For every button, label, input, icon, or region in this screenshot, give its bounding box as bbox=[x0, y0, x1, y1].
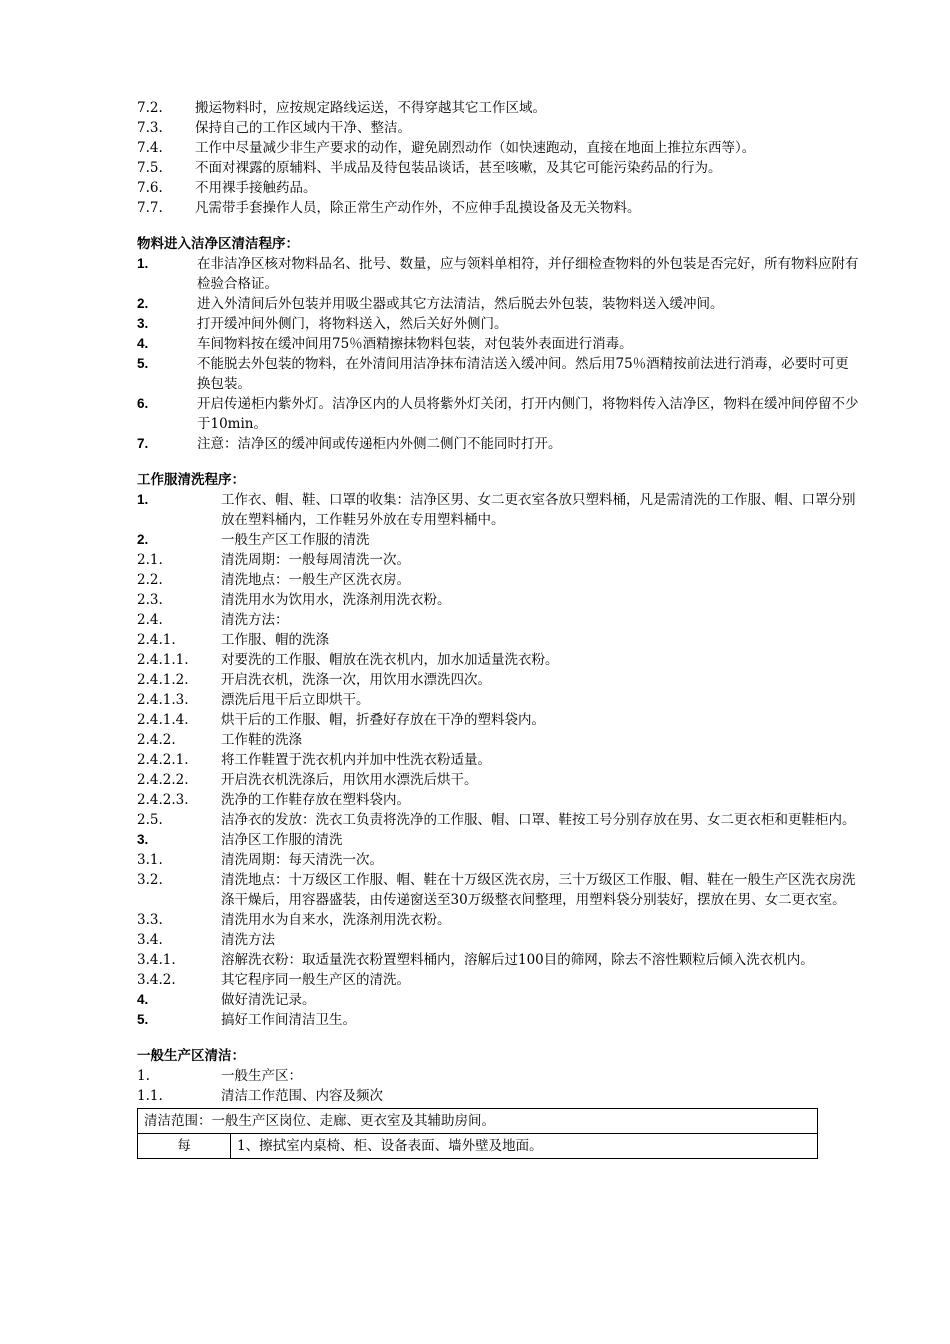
item-text: 工作衣、帽、鞋、口罩的收集：洁净区男、女二更衣室各放只塑料桶，凡是需清洗的工作服、帽、口罩分别放在塑料桶内，工作鞋另外放在专用塑料桶中。 bbox=[221, 492, 856, 528]
item-number: 3.2. bbox=[137, 872, 163, 888]
list-item bbox=[137, 198, 859, 218]
list-item bbox=[137, 770, 859, 790]
item-number: 7. bbox=[137, 436, 149, 451]
item-number: 4. bbox=[137, 336, 149, 351]
list-item bbox=[137, 710, 859, 730]
item-number: 2.4.2.2. bbox=[137, 772, 189, 788]
item-number: 1. bbox=[137, 492, 149, 507]
item-number: 7.7. bbox=[137, 200, 163, 216]
list-item bbox=[137, 590, 859, 610]
item-number: 5. bbox=[137, 356, 149, 371]
item-text: 溶解洗衣粉：取适量洗衣粉置塑料桶内，溶解后过100目的筛网，除去不溶性颗粒后倾入洗衣机内。 bbox=[221, 952, 814, 968]
uniform-list bbox=[137, 490, 859, 1030]
item-text: 开启传递柜内紫外灯。洁净区内的人员将紫外灯关闭，打开内侧门，将物料传入洁净区，物料在缓冲间停留不少于10min。 bbox=[197, 396, 859, 432]
item-number: 7.6. bbox=[137, 180, 163, 196]
item-number: 2.4.1.1. bbox=[137, 652, 189, 668]
item-number: 6. bbox=[137, 396, 149, 411]
list-item bbox=[137, 1066, 859, 1086]
item-number: 2.4.1. bbox=[137, 632, 176, 648]
material-heading: 物料进入洁净区清洁程序： bbox=[137, 236, 299, 251]
item-text: 不用裸手接触药品。 bbox=[195, 180, 317, 196]
content-cell: 1、擦拭室内桌椅、柜、设备表面、墙外壁及地面。 bbox=[231, 1134, 818, 1159]
item-number: 2.4.2.3. bbox=[137, 792, 189, 808]
item-number: 4. bbox=[137, 992, 149, 1007]
item-number: 2.4.1.4. bbox=[137, 712, 189, 728]
item-text: 不面对裸露的原辅料、半成品及待包装品谈话，甚至咳嗽，及其它可能污染药品的行为。 bbox=[195, 160, 722, 176]
list-item bbox=[137, 550, 859, 570]
item-number: 3.3. bbox=[137, 912, 163, 928]
item-number: 5. bbox=[137, 1012, 149, 1027]
item-text: 烘干后的工作服、帽，折叠好存放在干净的塑料袋内。 bbox=[221, 712, 545, 728]
item-text: 保持自己的工作区域内干净、整洁。 bbox=[195, 120, 411, 136]
material-list bbox=[137, 254, 859, 454]
item-number: 1. bbox=[137, 1068, 150, 1084]
item-number: 2.1. bbox=[137, 552, 163, 568]
item-text: 打开缓冲间外侧门，将物料送入，然后关好外侧门。 bbox=[197, 316, 508, 332]
list-item bbox=[137, 294, 859, 314]
item-text: 其它程序同一般生产区的清洗。 bbox=[221, 972, 410, 988]
list-item bbox=[137, 670, 859, 690]
list-item bbox=[137, 354, 859, 394]
list-item bbox=[137, 610, 859, 630]
list-item bbox=[137, 630, 859, 650]
section-7-list bbox=[137, 98, 859, 218]
general-list bbox=[137, 1066, 859, 1106]
item-text: 工作鞋的洗涤 bbox=[221, 732, 302, 748]
list-item bbox=[137, 314, 859, 334]
table-row bbox=[138, 1109, 818, 1134]
list-item bbox=[137, 950, 859, 970]
list-item bbox=[137, 530, 859, 550]
frequency-cell: 每 bbox=[138, 1134, 231, 1159]
list-item bbox=[137, 334, 859, 354]
list-item bbox=[137, 254, 859, 294]
item-text: 清洗方法： bbox=[221, 612, 289, 628]
item-text: 开启洗衣机，洗涤一次，用饮用水漂洗四次。 bbox=[221, 672, 491, 688]
list-item bbox=[137, 118, 859, 138]
list-item bbox=[137, 434, 859, 454]
item-number: 2. bbox=[137, 532, 149, 547]
item-text: 漂洗后甩干后立即烘干。 bbox=[221, 692, 370, 708]
item-number: 2.5. bbox=[137, 812, 163, 828]
cleaning-table bbox=[137, 1108, 818, 1159]
item-text: 洁净衣的发放：洗衣工负责将洗净的工作服、帽、口罩、鞋按工号分别存放在男、女二更衣柜和更鞋柜内。 bbox=[221, 812, 856, 828]
item-text: 不能脱去外包装的物料，在外清间用洁净抹布清洁送入缓冲间。然后用75％酒精按前法进行消毒，必要时可更换包装。 bbox=[197, 356, 849, 392]
list-item bbox=[137, 570, 859, 590]
list-item bbox=[137, 138, 859, 158]
item-number: 7.5. bbox=[137, 160, 163, 176]
item-text: 一般生产区工作服的清洗 bbox=[221, 532, 370, 548]
list-item bbox=[137, 830, 859, 850]
list-item bbox=[137, 650, 859, 670]
item-text: 工作中尽量减少非生产要求的动作，避免剧烈动作（如快速跑动，直接在地面上推拉东西等）。 bbox=[195, 140, 756, 156]
list-item bbox=[137, 750, 859, 770]
item-number: 7.2. bbox=[137, 100, 163, 116]
item-number: 1. bbox=[137, 256, 149, 271]
item-text: 在非洁净区核对物料品名、批号、数量，应与领料单相符，并仔细检查物料的外包装是否完好，所有物料应附有检验合格证。 bbox=[197, 256, 859, 292]
item-number: 2.4.1.3. bbox=[137, 692, 189, 708]
item-number: 3.4. bbox=[137, 932, 163, 948]
item-text: 清洗周期：每天清洗一次。 bbox=[221, 852, 383, 868]
item-number: 3.4.2. bbox=[137, 972, 176, 988]
list-item bbox=[137, 394, 859, 434]
item-text: 一般生产区： bbox=[221, 1068, 302, 1084]
item-text: 清洗用水为自来水，洗涤剂用洗衣粉。 bbox=[221, 912, 451, 928]
item-text: 搬运物料时，应按规定路线运送，不得穿越其它工作区域。 bbox=[195, 100, 546, 116]
document-page bbox=[137, 98, 859, 1159]
scope-cell: 清洁范围：一般生产区岗位、走廊、更衣室及其辅助房间。 bbox=[138, 1109, 818, 1134]
item-text: 清洗方法 bbox=[221, 932, 275, 948]
list-item bbox=[137, 490, 859, 530]
list-item bbox=[137, 990, 859, 1010]
item-number: 7.3. bbox=[137, 120, 163, 136]
item-number: 2. bbox=[137, 296, 149, 311]
list-item bbox=[137, 850, 859, 870]
list-item bbox=[137, 98, 859, 118]
list-item bbox=[137, 158, 859, 178]
item-text: 开启洗衣机洗涤后，用饮用水漂洗后烘干。 bbox=[221, 772, 478, 788]
item-text: 车间物料按在缓冲间用75％酒精擦抹物料包装，对包装外表面进行消毒。 bbox=[197, 336, 633, 352]
list-item bbox=[137, 970, 859, 990]
item-number: 2.3. bbox=[137, 592, 163, 608]
general-heading: 一般生产区清洁： bbox=[137, 1048, 245, 1063]
item-number: 2.4.1.2. bbox=[137, 672, 189, 688]
item-number: 3. bbox=[137, 832, 149, 847]
list-item bbox=[137, 690, 859, 710]
item-text: 注意：洁净区的缓冲间或传递柜内外侧二侧门不能同时打开。 bbox=[197, 436, 562, 452]
item-text: 凡需带手套操作人员，除正常生产动作外，不应伸手乱摸设备及无关物料。 bbox=[195, 200, 641, 216]
list-item bbox=[137, 1010, 859, 1030]
item-text: 洁净区工作服的清洗 bbox=[221, 832, 343, 848]
item-text: 洗净的工作鞋存放在塑料袋内。 bbox=[221, 792, 410, 808]
uniform-heading: 工作服清洗程序： bbox=[137, 472, 245, 487]
item-text: 工作服、帽的洗涤 bbox=[221, 632, 329, 648]
list-item bbox=[137, 910, 859, 930]
item-text: 做好清洗记录。 bbox=[221, 992, 316, 1008]
list-item bbox=[137, 730, 859, 750]
item-number: 3. bbox=[137, 316, 149, 331]
item-text: 清洗地点：十万级区工作服、帽、鞋在十万级区洗衣房，三十万级区工作服、帽、鞋在一般生产区洗衣房洗涤干燥后，用容器盛装，由传递窗送至30万级整衣间整理，用塑料袋分别装好，摆放在男、女二更衣室。 bbox=[221, 872, 856, 908]
item-number: 2.4.2.1. bbox=[137, 752, 189, 768]
list-item bbox=[137, 930, 859, 950]
item-number: 7.4. bbox=[137, 140, 163, 156]
item-text: 清洗地点：一般生产区洗衣房。 bbox=[221, 572, 410, 588]
list-item bbox=[137, 790, 859, 810]
item-text: 搞好工作间清洁卫生。 bbox=[221, 1012, 356, 1028]
item-text: 清洗用水为饮用水，洗涤剂用洗衣粉。 bbox=[221, 592, 451, 608]
item-text: 清洁工作范围、内容及频次 bbox=[221, 1088, 383, 1104]
list-item bbox=[137, 870, 859, 910]
item-number: 2.4.2. bbox=[137, 732, 176, 748]
item-number: 3.1. bbox=[137, 852, 163, 868]
item-text: 将工作鞋置于洗衣机内并加中性洗衣粉适量。 bbox=[221, 752, 491, 768]
item-text: 对要洗的工作服、帽放在洗衣机内，加水加适量洗衣粉。 bbox=[221, 652, 559, 668]
item-number: 1.1. bbox=[137, 1088, 163, 1104]
list-item bbox=[137, 1086, 859, 1106]
table-row bbox=[138, 1134, 818, 1159]
list-item bbox=[137, 810, 859, 830]
item-number: 3.4.1. bbox=[137, 952, 176, 968]
item-text: 清洗周期：一般每周清洗一次。 bbox=[221, 552, 410, 568]
item-text: 进入外清间后外包装并用吸尘器或其它方法清洁，然后脱去外包装，装物料送入缓冲间。 bbox=[197, 296, 724, 312]
item-number: 2.4. bbox=[137, 612, 163, 628]
item-number: 2.2. bbox=[137, 572, 163, 588]
list-item bbox=[137, 178, 859, 198]
